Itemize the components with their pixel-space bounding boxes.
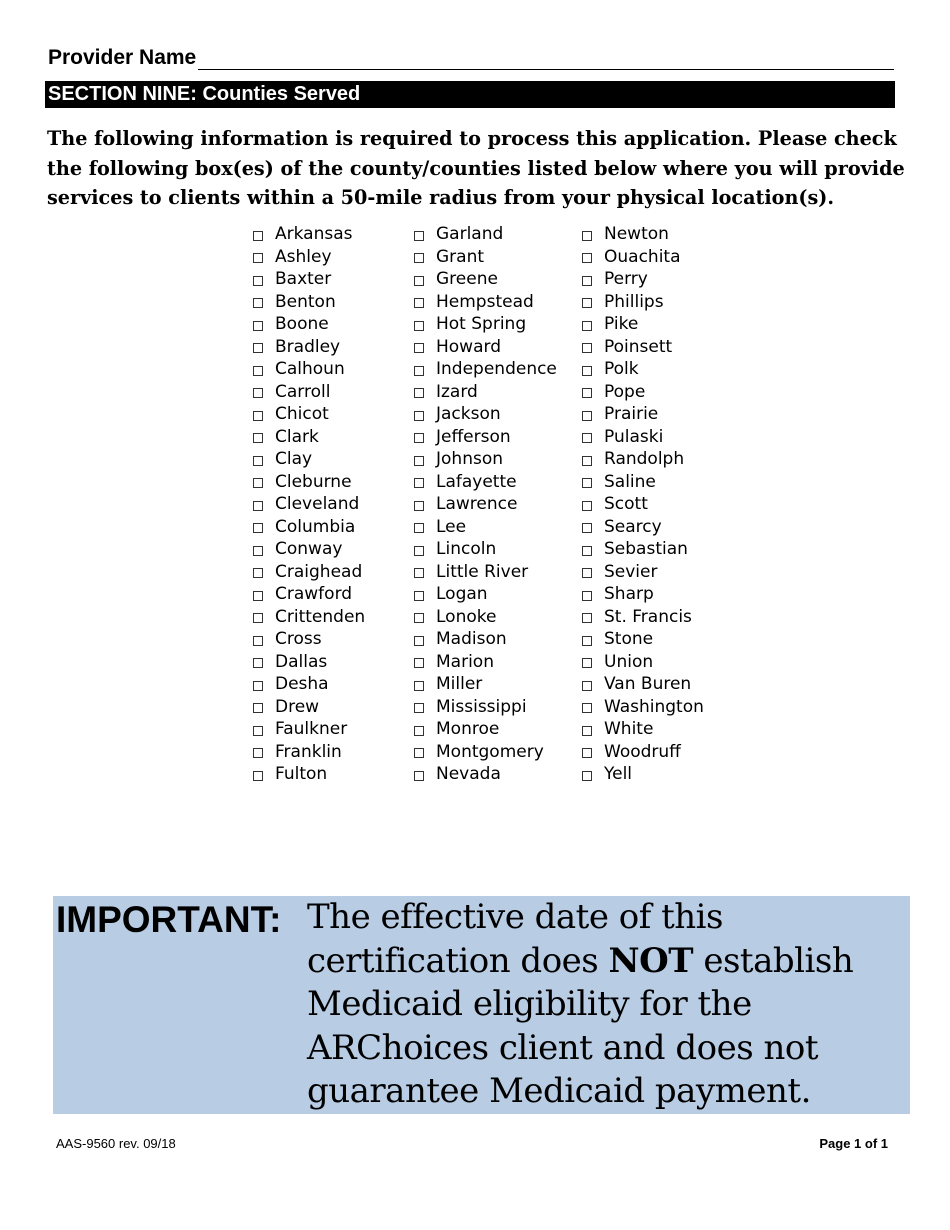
county-label: Monroe — [436, 719, 500, 740]
county-item[interactable] — [414, 606, 557, 629]
county-item[interactable] — [582, 246, 704, 269]
county-label: Phillips — [604, 291, 664, 312]
county-checkbox[interactable] — [582, 298, 592, 308]
county-checkbox[interactable] — [582, 456, 592, 466]
county-item[interactable] — [582, 471, 704, 494]
county-checkbox[interactable] — [253, 433, 263, 443]
county-item[interactable] — [414, 516, 557, 539]
county-checkbox[interactable] — [582, 366, 592, 376]
county-checkbox[interactable] — [253, 613, 263, 623]
county-item[interactable] — [582, 223, 704, 246]
county-checkbox[interactable] — [582, 478, 592, 488]
important-label: IMPORTANT: — [56, 899, 282, 940]
county-checkbox[interactable] — [582, 253, 592, 263]
county-checkbox[interactable] — [253, 253, 263, 263]
county-item[interactable] — [253, 538, 365, 561]
county-item[interactable] — [414, 696, 557, 719]
important-notice — [53, 896, 910, 1114]
county-label: Bradley — [275, 336, 341, 357]
county-label: Clay — [275, 449, 313, 470]
county-item[interactable] — [253, 606, 365, 629]
county-label: Crawford — [275, 584, 353, 605]
county-item[interactable] — [253, 336, 365, 359]
county-checkbox[interactable] — [582, 546, 592, 556]
county-item[interactable] — [253, 741, 365, 764]
county-checkbox[interactable] — [582, 433, 592, 443]
county-item[interactable] — [582, 381, 704, 404]
county-label: Franklin — [275, 741, 342, 762]
county-item[interactable] — [253, 313, 365, 336]
county-item[interactable] — [253, 718, 365, 741]
county-checkbox[interactable] — [414, 748, 424, 758]
county-item[interactable] — [253, 471, 365, 494]
county-label: Benton — [275, 291, 336, 312]
county-label: Yell — [604, 764, 633, 785]
county-label: Sharp — [604, 584, 654, 605]
county-checkbox[interactable] — [414, 636, 424, 646]
county-label: Jefferson — [436, 426, 511, 447]
county-checkbox[interactable] — [414, 411, 424, 421]
important-message-bold: NOT — [608, 940, 694, 981]
county-item[interactable] — [582, 583, 704, 606]
county-item[interactable] — [414, 268, 557, 291]
county-label: Clark — [275, 426, 319, 447]
county-checkbox[interactable] — [253, 298, 263, 308]
county-checkbox[interactable] — [582, 523, 592, 533]
county-label: Carroll — [275, 381, 331, 402]
county-item[interactable] — [414, 381, 557, 404]
county-checkbox[interactable] — [253, 411, 263, 421]
county-item[interactable] — [414, 291, 557, 314]
county-label: Poinsett — [604, 336, 673, 357]
county-label: Miller — [436, 674, 483, 695]
county-checkbox[interactable] — [414, 366, 424, 376]
county-item[interactable] — [582, 741, 704, 764]
county-item[interactable] — [414, 763, 557, 786]
county-checkbox[interactable] — [414, 726, 424, 736]
county-item[interactable] — [253, 381, 365, 404]
county-checkbox[interactable] — [582, 726, 592, 736]
county-item[interactable] — [253, 448, 365, 471]
county-column-3 — [582, 223, 704, 786]
county-item[interactable] — [253, 291, 365, 314]
provider-name-label: Provider Name — [48, 46, 197, 69]
county-item[interactable] — [582, 651, 704, 674]
county-label: Mississippi — [436, 696, 527, 717]
county-checkbox[interactable] — [414, 771, 424, 781]
county-item[interactable] — [253, 223, 365, 246]
important-message-part1: The effective date of this certification does — [307, 897, 724, 981]
county-label: Izard — [436, 381, 478, 402]
county-checkbox[interactable] — [414, 613, 424, 623]
county-label: Hot Spring — [436, 314, 527, 335]
county-label: Cleveland — [275, 494, 360, 515]
county-checkbox[interactable] — [582, 703, 592, 713]
county-label: Faulkner — [275, 719, 348, 740]
county-label: Craighead — [275, 561, 363, 582]
county-checkbox[interactable] — [414, 703, 424, 713]
county-label: Sevier — [604, 561, 658, 582]
county-label: Pope — [604, 381, 646, 402]
county-label: Fulton — [275, 764, 328, 785]
county-checkbox[interactable] — [253, 636, 263, 646]
county-item[interactable] — [414, 583, 557, 606]
county-checkbox[interactable] — [582, 276, 592, 286]
county-checkbox[interactable] — [414, 343, 424, 353]
county-checkbox[interactable] — [414, 681, 424, 691]
county-label: Howard — [436, 336, 501, 357]
county-checkbox[interactable] — [414, 388, 424, 398]
county-item[interactable] — [414, 426, 557, 449]
county-item[interactable] — [414, 651, 557, 674]
county-label: Randolph — [604, 449, 685, 470]
county-checkbox[interactable] — [253, 681, 263, 691]
county-item[interactable] — [414, 471, 557, 494]
county-checkbox[interactable] — [414, 546, 424, 556]
county-label: Conway — [275, 539, 343, 560]
county-item[interactable] — [582, 516, 704, 539]
county-checkbox[interactable] — [253, 771, 263, 781]
county-item[interactable] — [414, 358, 557, 381]
provider-name-field[interactable] — [48, 46, 894, 70]
county-label: Lonoke — [436, 606, 497, 627]
county-item[interactable] — [582, 718, 704, 741]
county-item[interactable] — [414, 448, 557, 471]
county-checkbox[interactable] — [253, 748, 263, 758]
county-checkbox[interactable] — [414, 523, 424, 533]
county-checkbox[interactable] — [414, 433, 424, 443]
county-item[interactable] — [582, 628, 704, 651]
county-item[interactable] — [582, 336, 704, 359]
county-item[interactable] — [253, 358, 365, 381]
important-message — [307, 896, 897, 1114]
county-item[interactable] — [582, 561, 704, 584]
county-checkbox[interactable] — [414, 568, 424, 578]
county-item[interactable] — [414, 673, 557, 696]
county-checkbox[interactable] — [582, 636, 592, 646]
county-checkbox[interactable] — [253, 568, 263, 578]
county-checkbox[interactable] — [253, 276, 263, 286]
county-label: Garland — [436, 224, 504, 245]
county-label: Baxter — [275, 269, 332, 290]
county-checkbox[interactable] — [582, 591, 592, 601]
county-label: Greene — [436, 269, 498, 290]
county-checkbox[interactable] — [582, 343, 592, 353]
county-checkbox[interactable] — [582, 501, 592, 511]
county-label: Union — [604, 651, 654, 672]
county-column-1 — [253, 223, 365, 786]
provider-name-line[interactable] — [198, 47, 894, 70]
county-label: Van Buren — [604, 674, 692, 695]
county-item[interactable] — [582, 426, 704, 449]
county-item[interactable] — [582, 538, 704, 561]
important-message-part2: establish Medicaid eligibility for the ARChoices client and does not guarantee Medicaid payment. — [307, 940, 854, 1111]
county-checkbox[interactable] — [414, 298, 424, 308]
county-checkbox[interactable] — [253, 321, 263, 331]
county-item[interactable] — [582, 673, 704, 696]
county-checkbox[interactable] — [414, 658, 424, 668]
county-label: Prairie — [604, 404, 659, 425]
county-column-2 — [414, 223, 557, 786]
county-label: Woodruff — [604, 741, 681, 762]
county-item[interactable] — [414, 628, 557, 651]
county-label: Ouachita — [604, 246, 681, 267]
county-checkbox[interactable] — [582, 568, 592, 578]
county-item[interactable] — [414, 561, 557, 584]
county-label: Dallas — [275, 651, 328, 672]
county-checkbox[interactable] — [414, 321, 424, 331]
county-label: Johnson — [436, 449, 503, 470]
county-item[interactable] — [414, 718, 557, 741]
county-label: Cross — [275, 629, 322, 650]
county-label: Hempstead — [436, 291, 534, 312]
county-label: St. Francis — [604, 606, 692, 627]
county-checkbox[interactable] — [414, 231, 424, 241]
county-label: Grant — [436, 246, 485, 267]
county-item[interactable] — [582, 606, 704, 629]
county-label: Nevada — [436, 764, 501, 785]
county-checkbox[interactable] — [582, 321, 592, 331]
county-checkbox[interactable] — [582, 613, 592, 623]
county-checkbox[interactable] — [582, 748, 592, 758]
county-label: Newton — [604, 224, 669, 245]
county-checkbox[interactable] — [414, 253, 424, 263]
county-item[interactable] — [253, 268, 365, 291]
county-label: Lee — [436, 516, 467, 537]
county-item[interactable] — [253, 763, 365, 786]
county-label: Arkansas — [275, 224, 353, 245]
county-checkbox[interactable] — [253, 591, 263, 601]
county-checkbox[interactable] — [414, 591, 424, 601]
form-id: AAS-9560 rev. 09/18 — [56, 1136, 176, 1151]
county-label: Columbia — [275, 516, 356, 537]
county-item[interactable] — [414, 223, 557, 246]
county-item[interactable] — [253, 516, 365, 539]
county-label: Crittenden — [275, 606, 366, 627]
county-checklist — [0, 223, 950, 793]
county-checkbox[interactable] — [253, 523, 263, 533]
county-label: Jackson — [436, 404, 501, 425]
county-item[interactable] — [414, 246, 557, 269]
county-checkbox[interactable] — [582, 411, 592, 421]
county-label: Independence — [436, 359, 557, 380]
county-checkbox[interactable] — [253, 388, 263, 398]
county-label: White — [604, 719, 654, 740]
county-checkbox[interactable] — [253, 546, 263, 556]
county-label: Boone — [275, 314, 329, 335]
county-label: Calhoun — [275, 359, 345, 380]
county-label: Lawrence — [436, 494, 518, 515]
section-title: SECTION NINE: Counties Served — [45, 81, 895, 108]
county-label: Sebastian — [604, 539, 688, 560]
county-checkbox[interactable] — [582, 658, 592, 668]
county-checkbox[interactable] — [253, 456, 263, 466]
county-checkbox[interactable] — [253, 703, 263, 713]
county-label: Stone — [604, 629, 654, 650]
county-item[interactable] — [414, 538, 557, 561]
county-item[interactable] — [582, 448, 704, 471]
county-label: Pike — [604, 314, 639, 335]
county-item[interactable] — [582, 358, 704, 381]
county-item[interactable] — [414, 403, 557, 426]
county-item[interactable] — [414, 741, 557, 764]
county-item[interactable] — [253, 403, 365, 426]
county-item[interactable] — [253, 696, 365, 719]
county-checkbox[interactable] — [253, 478, 263, 488]
page-number: Page 1 of 1 — [819, 1136, 888, 1151]
county-checkbox[interactable] — [253, 501, 263, 511]
county-checkbox[interactable] — [582, 388, 592, 398]
county-checkbox[interactable] — [414, 456, 424, 466]
county-item[interactable] — [582, 696, 704, 719]
county-item[interactable] — [253, 673, 365, 696]
county-checkbox[interactable] — [253, 366, 263, 376]
county-item[interactable] — [582, 493, 704, 516]
county-checkbox[interactable] — [414, 501, 424, 511]
county-checkbox[interactable] — [253, 726, 263, 736]
county-item[interactable] — [253, 628, 365, 651]
county-label: Desha — [275, 674, 329, 695]
county-label: Little River — [436, 561, 529, 582]
county-label: Scott — [604, 494, 648, 515]
county-label: Lincoln — [436, 539, 497, 560]
county-checkbox[interactable] — [414, 478, 424, 488]
county-checkbox[interactable] — [253, 343, 263, 353]
county-item[interactable] — [253, 493, 365, 516]
county-item[interactable] — [253, 246, 365, 269]
county-label: Drew — [275, 696, 320, 717]
county-item[interactable] — [582, 313, 704, 336]
county-label: Polk — [604, 359, 639, 380]
county-item[interactable] — [253, 651, 365, 674]
county-item[interactable] — [253, 583, 365, 606]
county-item[interactable] — [414, 493, 557, 516]
county-checkbox[interactable] — [582, 231, 592, 241]
county-checkbox[interactable] — [253, 658, 263, 668]
county-checkbox[interactable] — [414, 276, 424, 286]
county-label: Marion — [436, 651, 494, 672]
county-label: Chicot — [275, 404, 329, 425]
county-checkbox[interactable] — [253, 231, 263, 241]
county-checkbox[interactable] — [582, 771, 592, 781]
county-label: Searcy — [604, 516, 662, 537]
county-label: Washington — [604, 696, 704, 717]
county-item[interactable] — [253, 426, 365, 449]
county-item[interactable] — [414, 313, 557, 336]
county-label: Perry — [604, 269, 648, 290]
county-label: Saline — [604, 471, 656, 492]
county-item[interactable] — [582, 403, 704, 426]
county-item[interactable] — [582, 268, 704, 291]
county-checkbox[interactable] — [582, 681, 592, 691]
county-label: Pulaski — [604, 426, 664, 447]
county-item[interactable] — [582, 291, 704, 314]
county-item[interactable] — [414, 336, 557, 359]
county-label: Montgomery — [436, 741, 544, 762]
county-item[interactable] — [253, 561, 365, 584]
county-item[interactable] — [582, 763, 704, 786]
county-label: Logan — [436, 584, 488, 605]
county-label: Madison — [436, 629, 507, 650]
county-label: Ashley — [275, 246, 332, 267]
county-label: Cleburne — [275, 471, 352, 492]
county-label: Lafayette — [436, 471, 517, 492]
intro-text: The following information is required to process this application. Please check the following box(es) of the county/counties listed below where you will provide services to clients within a 50-mile radius from your physical location(s). — [47, 127, 905, 209]
